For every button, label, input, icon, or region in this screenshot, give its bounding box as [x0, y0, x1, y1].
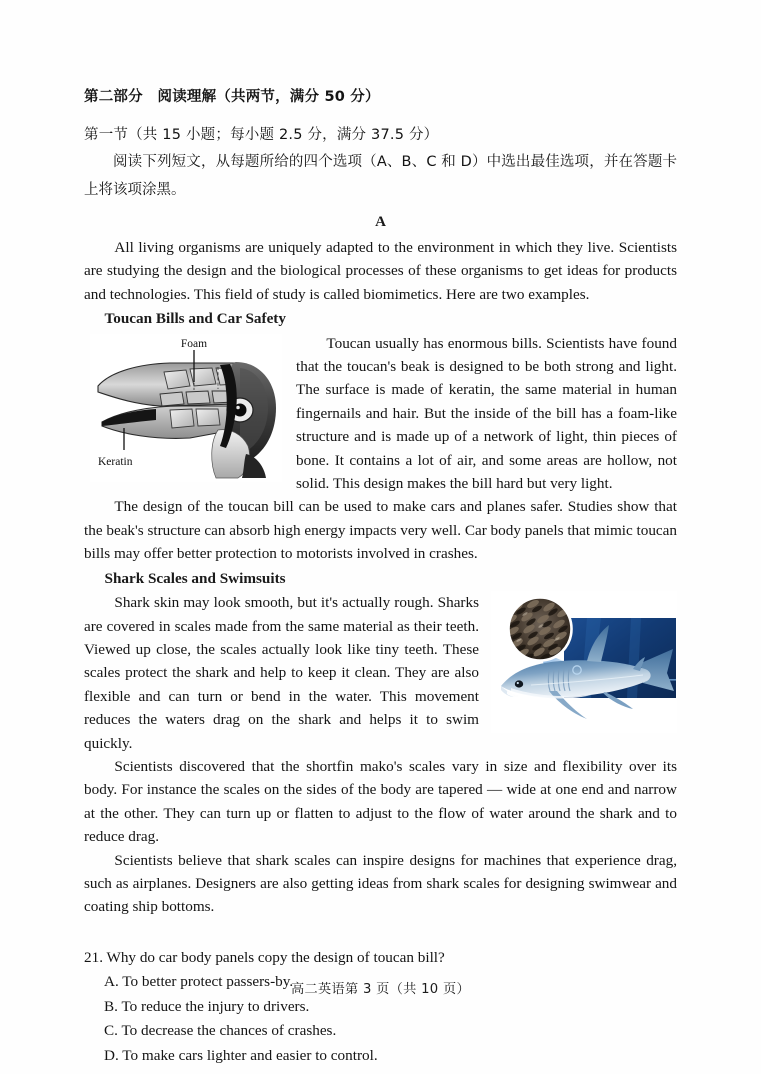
spacer — [84, 110, 677, 122]
toucan-illustration-svg — [90, 334, 282, 482]
question-option-b[interactable]: B. To reduce the injury to drivers. — [104, 997, 310, 1015]
question-option-d[interactable]: D. To make cars lighter and easier to control. — [104, 1046, 378, 1064]
question-option-c[interactable]: C. To decrease the chances of crashes. — [104, 1022, 337, 1040]
passage-intro: All living organisms are uniquely adapted to the environment in which they live. Scientists are studying the design and the biological processes of these organisms to get ideas for products and technologies. This field of study is called biomimetics. Here are two examples. — [84, 239, 677, 303]
shark-paragraph-3: Scientists believe that shark scales can inspire designs for machines that experience drag, such as airplanes. Designers are also getting ideas from shark scales for designing swimwear and coating ship bottoms. — [84, 851, 677, 916]
toucan-subheading: Toucan Bills and Car Safety — [104, 310, 286, 328]
shark-paragraph-1: Shark skin may look smooth, but it's actually rough. Sharks are covered in scales made from the same material as their teeth. Viewed up close, the scales actually look like tiny teeth. These scales protect the shark and help to keep it clean. They are also flexible and can turn or bend in the water. This movement reduces the waters drag on the shark and helps it to swim quickly. — [84, 594, 479, 752]
shark-paragraph-2: Scientists discovered that the shortfin mako's scales vary in size and flexibility over its body. For instance the scales on the sides of the body are tapered — wide at one end and narrow at the other. They can turn up or flatten to adjust to the flow of water around the shark and to reduce drag. — [84, 757, 677, 846]
instructions: 阅读下列短文，从每题所给的四个选项（A、B、C 和 D）中选出最佳选项，并在答题卡上将该项涂黑。 — [84, 154, 677, 198]
passage-letter: A — [375, 214, 386, 230]
part-heading: 第二部分 阅读理解（共两节，满分 50 分） — [84, 89, 380, 105]
shark-subheading: Shark Scales and Swimsuits — [104, 569, 286, 587]
question-block — [84, 946, 677, 1069]
shark-scales-figure — [491, 591, 677, 733]
toucan-paragraph: Toucan usually has enormous bills. Scientists have found that the toucan's beak is designed to be both strong and light. The surface is made of keratin, the same material in human fingernails and hair. But the inside of the bill has a foam-like structure and is made up of a network of light, thin pieces of bone. It contains a lot of air, and some areas are hollow, not solid. This design makes the bill hard but very light. — [296, 334, 677, 493]
shark-illustration-svg — [491, 591, 677, 733]
section-heading: 第一节（共 15 小题；每小题 2.5 分，满分 37.5 分） — [84, 127, 439, 143]
foam-label: Foam — [180, 337, 208, 350]
question-option-a[interactable]: A. To better protect passers-by. — [104, 973, 294, 991]
page-content — [84, 84, 677, 1068]
page-footer: 高二英语第 3 页（共 10 页） — [291, 982, 470, 997]
keratin-label: Keratin — [98, 455, 133, 468]
toucan-paragraph-2: The design of the toucan bill can be used to make cars and planes safer. Studies show that the beak's structure can absorb high energy impacts very well. Car body panels that mimic toucan bills may offer better protection to motorists involved in crashes. — [84, 498, 677, 563]
toucan-beak-diagram — [90, 334, 282, 482]
question-stem: 21. Why do car body panels copy the design of toucan bill? — [84, 948, 445, 966]
